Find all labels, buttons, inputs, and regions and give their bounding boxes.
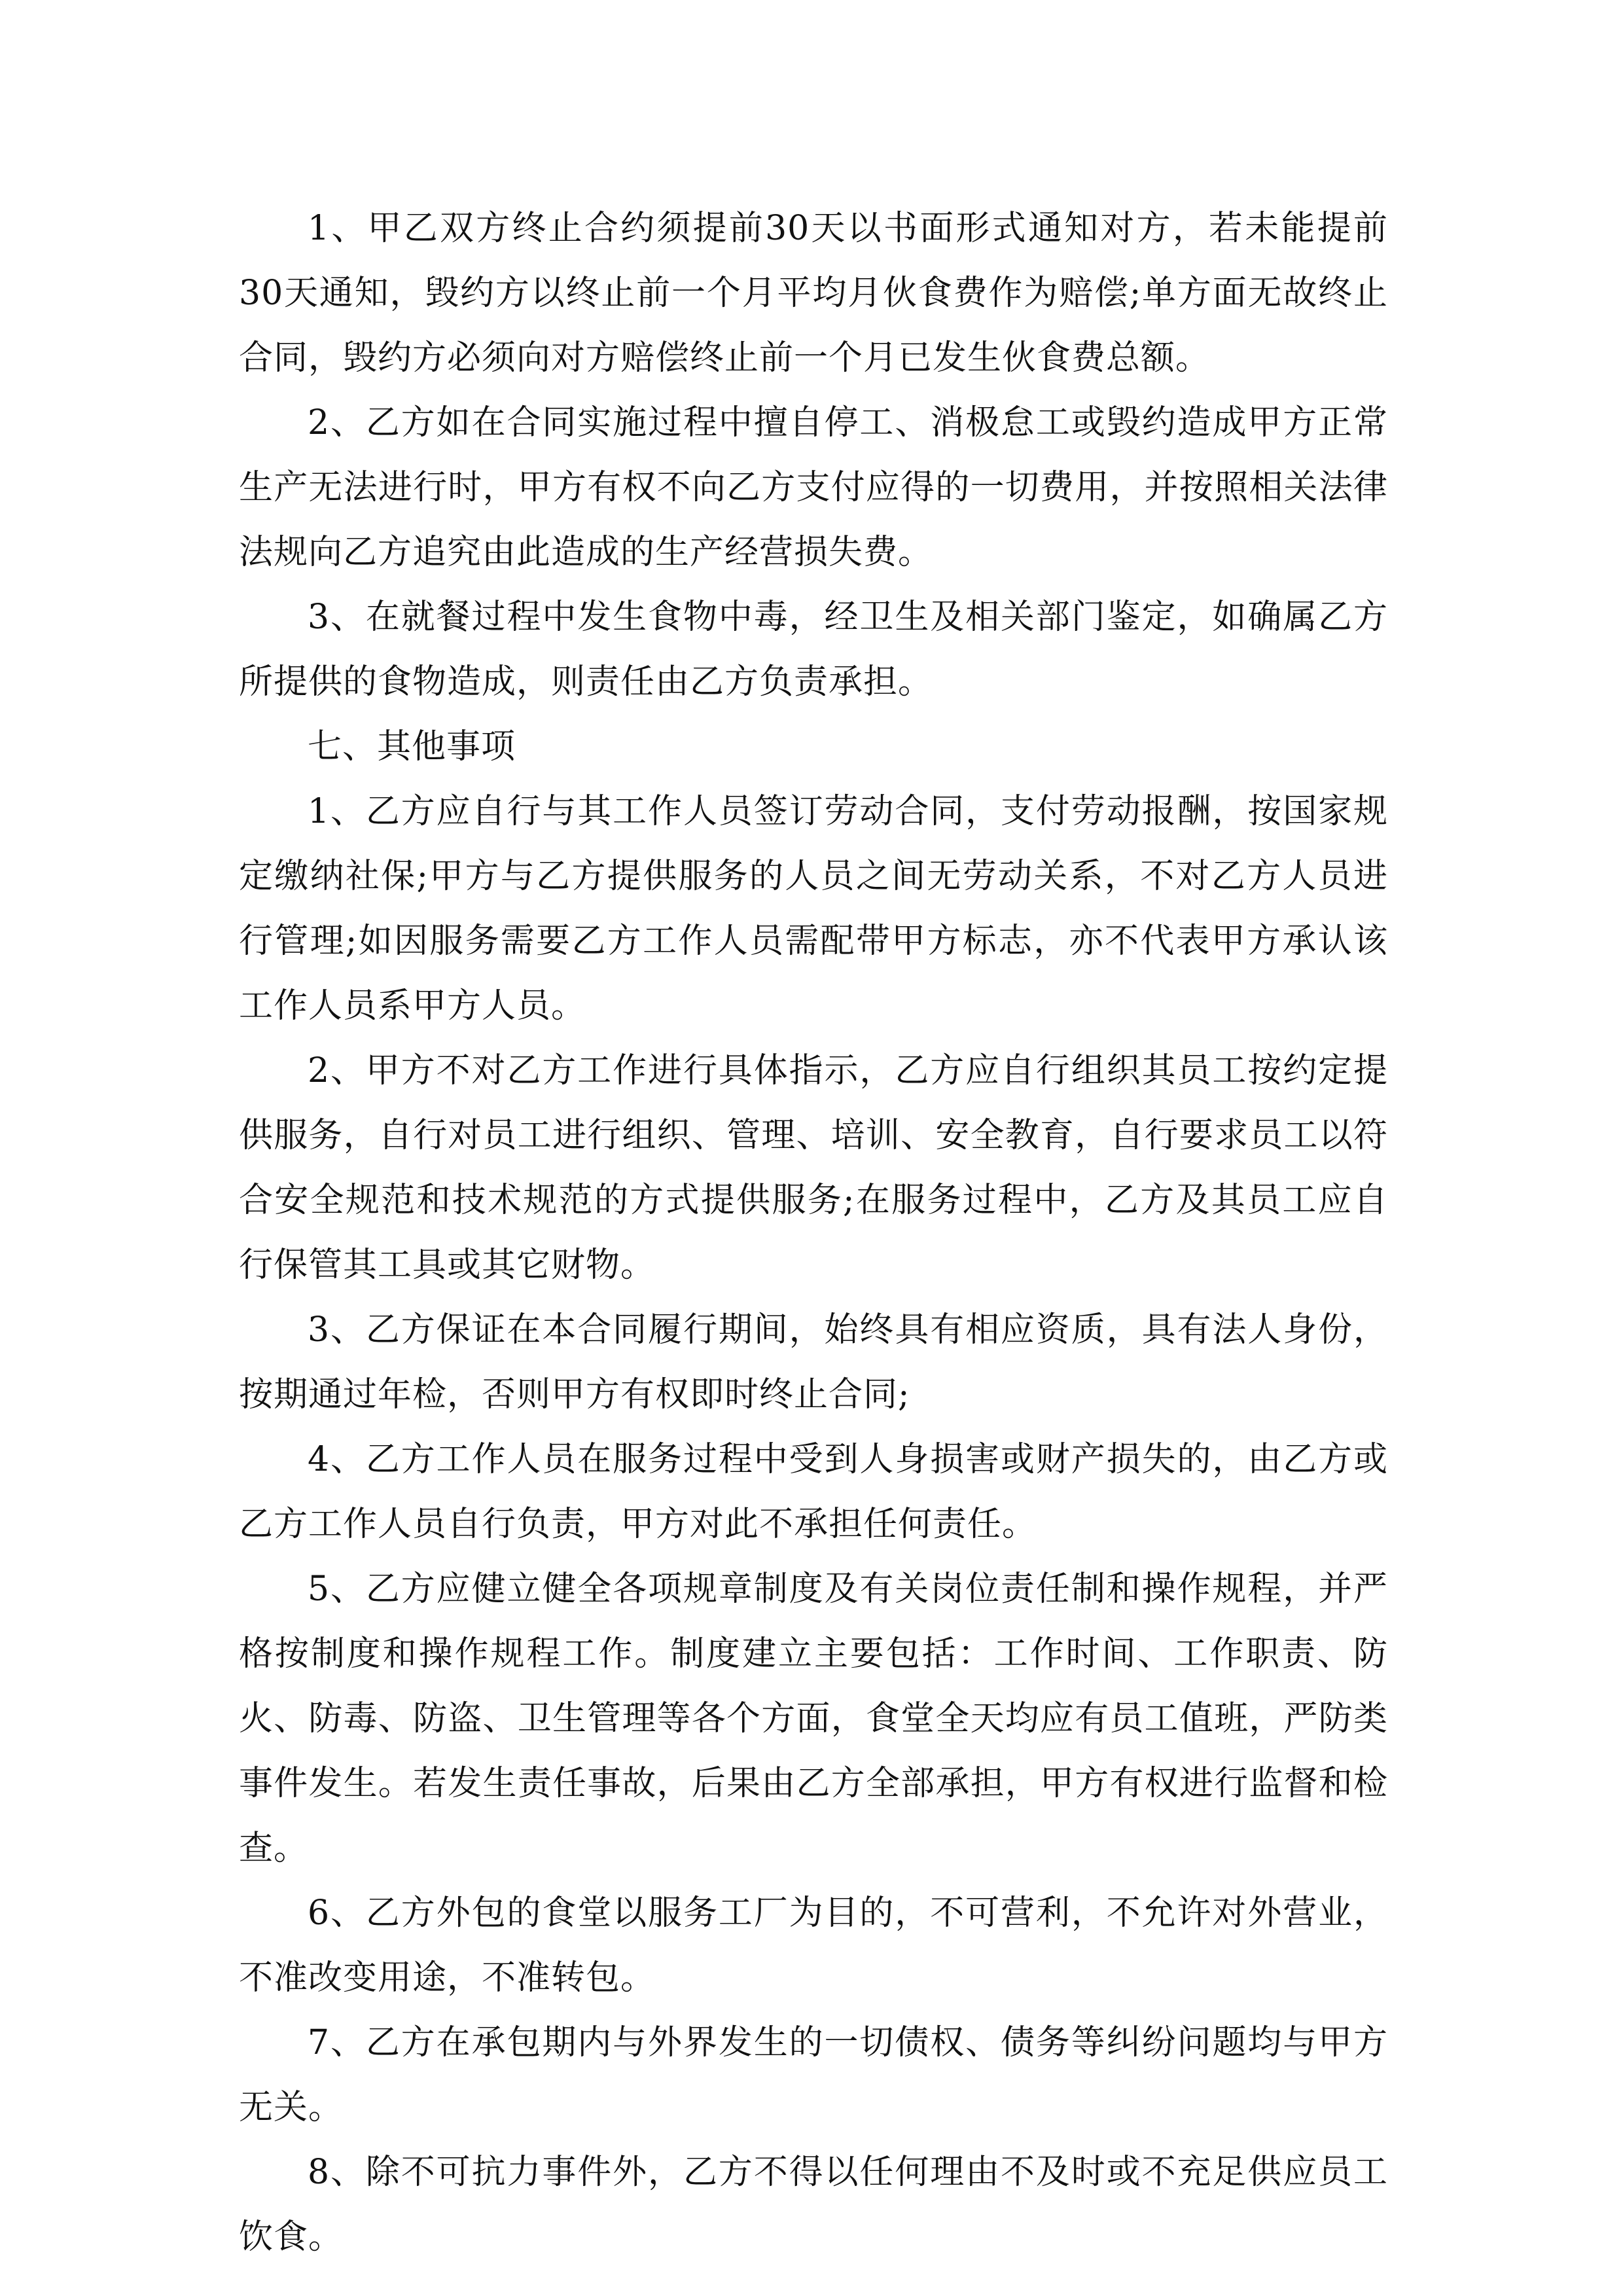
clause-rules-and-regulations: 5、乙方应健立健全各项规章制度及有关岗位责任制和操作规程，并严格按制度和操作规程工作。制度建立主要包括：工作时间、工作职责、防火、防毒、防盗、卫生管理等各个方面，食堂全天均应有员工值班，严防类事件发生。若发生责任事故，后果由乙方全部承担，甲方有权进行监督和检查。 — [239, 1570, 1388, 1868]
clause-external-debts: 7、乙方在承包期内与外界发生的一切债权、债务等纠纷问题均与甲方无关。 — [239, 2023, 1388, 2127]
clause-food-poisoning: 3、在就餐过程中发生食物中毒，经卫生及相关部门鉴定，如确属乙方所提供的食物造成，则责任由乙方负责承担。 — [239, 598, 1388, 702]
clause-termination-notice: 1、甲乙双方终止合约须提前30天以书面形式通知对方，若未能提前30天通知，毁约方以终止前一个月平均月伙食费作为赔偿;单方面无故终止合同，毁约方必须向对方赔偿终止前一个月已发生伙食费总额。 — [239, 209, 1388, 378]
clause-work-instruction: 2、甲方不对乙方工作进行具体指示，乙方应自行组织其员工按约定提供服务，自行对员工进行组织、管理、培训、安全教育，自行要求员工以符合安全规范和技术规范的方式提供服务;在服务过程中，乙方及其员工应自行保管其工具或其它财物。 — [239, 1051, 1388, 1285]
clause-labor-contract: 1、乙方应自行与其工作人员签订劳动合同，支付劳动报酬，按国家规定缴纳社保;甲方与乙方提供服务的人员之间无劳动关系，不对乙方人员进行管理;如因服务需要乙方工作人员需配带甲方标志，亦不代表甲方承认该工作人员系甲方人员。 — [239, 792, 1388, 1026]
clause-food-supply: 8、除不可抗力事件外，乙方不得以任何理由不及时或不充足供应员工饮食。 — [239, 2153, 1388, 2257]
clause-personal-injury: 4、乙方工作人员在服务过程中受到人身损害或财产损失的，由乙方或乙方工作人员自行负责，甲方对此不承担任何责任。 — [239, 1440, 1388, 1544]
clause-no-profit: 6、乙方外包的食堂以服务工厂为目的，不可营利，不允许对外营业，不准改变用途，不准转包。 — [239, 1893, 1388, 1998]
contract-body — [239, 196, 1388, 2270]
section-heading-other-matters: 七、其他事项 — [308, 727, 516, 766]
clause-qualification: 3、乙方保证在本合同履行期间，始终具有相应资质，具有法人身份，按期通过年检，否则甲方有权即时终止合同; — [239, 1310, 1388, 1414]
clause-work-stoppage: 2、乙方如在合同实施过程中擅自停工、消极怠工或毁约造成甲方正常生产无法进行时，甲方有权不向乙方支付应得的一切费用，并按照相关法律法规向乙方追究由此造成的生产经营损失费。 — [239, 403, 1388, 572]
